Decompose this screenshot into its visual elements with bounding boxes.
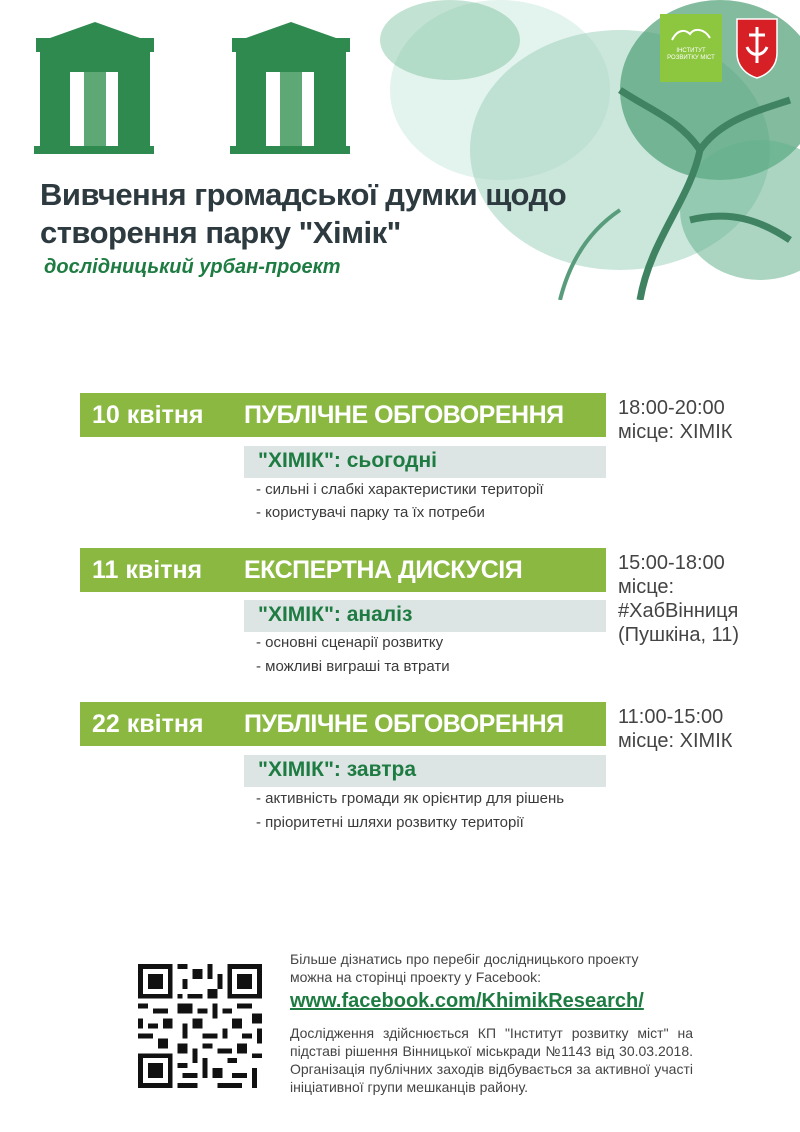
event-place: #ХабВінниця bbox=[618, 600, 739, 622]
event-time: 11:00-15:00 bbox=[618, 706, 724, 728]
footer-intro-line-1: Більше дізнатись про перебіг дослідницького проекту bbox=[290, 951, 639, 967]
title-line-1: Вивчення громадської думки щодо bbox=[40, 177, 567, 212]
event-title: ПУБЛІЧНЕ ОБГОВОРЕННЯ bbox=[244, 401, 564, 429]
event-topic: "ХІМІК": завтра bbox=[258, 758, 416, 781]
event-place: місце: ХІМІК bbox=[618, 421, 733, 443]
event-place-label: місце: bbox=[618, 576, 675, 598]
event-bullet: - основні сценарії розвитку bbox=[256, 634, 444, 651]
title-line-2: створення парку "Хімік" bbox=[40, 215, 401, 250]
footer-intro bbox=[290, 950, 639, 986]
page-subtitle: дослідницький урбан-проект bbox=[44, 256, 341, 278]
page-title bbox=[40, 176, 566, 252]
event-topic: "ХІМІК": аналіз bbox=[258, 603, 413, 626]
event-title: ПУБЛІЧНЕ ОБГОВОРЕННЯ bbox=[244, 710, 564, 738]
park-gate-illustration bbox=[34, 22, 350, 154]
event-title: ЕКСПЕРТНА ДИСКУСІЯ bbox=[244, 556, 523, 584]
event-bullet: - активність громади як орієнтир для рішень bbox=[256, 790, 565, 807]
event-date: 10 квітня bbox=[92, 401, 204, 429]
event-bullet: - користувачі парку та їх потреби bbox=[256, 504, 485, 521]
city-coat-of-arms-icon bbox=[734, 14, 780, 82]
qr-code-icon[interactable] bbox=[138, 964, 262, 1088]
facebook-link[interactable]: www.facebook.com/KhimikResearch/ bbox=[290, 990, 644, 1012]
event-place: місце: ХІМІК bbox=[618, 730, 733, 752]
event-time-place bbox=[618, 551, 739, 647]
event-time: 15:00-18:00 bbox=[618, 552, 725, 574]
institute-logo-text: ІНСТИТУТ РОЗВИТКУ МІСТ bbox=[667, 48, 715, 61]
event-address: (Пушкіна, 11) bbox=[618, 624, 739, 646]
event-date: 22 квітня bbox=[92, 710, 204, 738]
event-bullet: - сильні і слабкі характеристики території bbox=[256, 481, 544, 498]
logos bbox=[660, 14, 780, 82]
event-bullet: - пріоритетні шляхи розвитку території bbox=[256, 814, 524, 831]
footer-note: Дослідження здійснюється КП "Інститут розвитку міст" на підставі рішення Вінницької міськради №1143 від 30.03.2018. Організація публічних заходів відбувається за активної участі ініціативної групи мешканців району. bbox=[290, 1025, 693, 1095]
event-time-place bbox=[618, 396, 732, 444]
event-bullet: - можливі виграші та втрати bbox=[256, 658, 450, 675]
event-date: 11 квітня bbox=[92, 556, 203, 584]
institute-logo bbox=[660, 14, 722, 82]
event-time: 18:00-20:00 bbox=[618, 397, 725, 419]
footer-intro-line-2: можна на сторінці проекту у Facebook: bbox=[290, 969, 542, 985]
event-topic: "ХІМІК": сьогодні bbox=[258, 449, 438, 472]
city-map-icon bbox=[670, 24, 712, 44]
event-time-place bbox=[618, 705, 732, 753]
